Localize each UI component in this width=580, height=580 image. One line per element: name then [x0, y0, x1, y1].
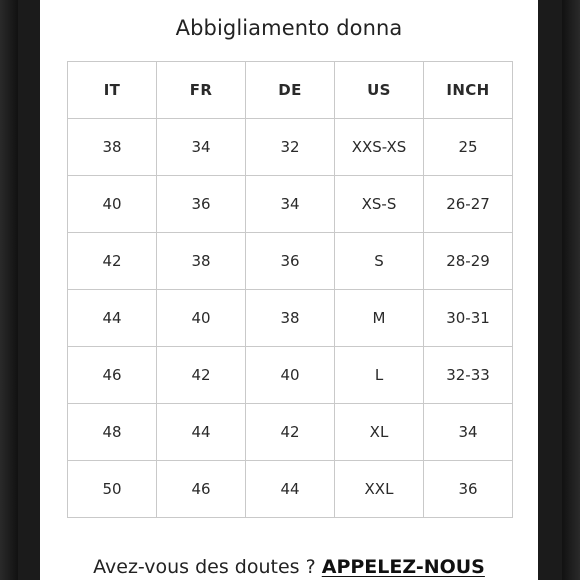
- table-cell: XXL: [335, 461, 424, 518]
- table-cell: XL: [335, 404, 424, 461]
- table-cell: 30-31: [424, 290, 513, 347]
- column-header-fr: FR: [157, 62, 246, 119]
- table-cell: 32: [246, 119, 335, 176]
- table-cell: 36: [424, 461, 513, 518]
- help-footer: [40, 556, 538, 578]
- size-guide-panel: [40, 0, 538, 580]
- column-header-de: DE: [246, 62, 335, 119]
- table-cell: 34: [424, 404, 513, 461]
- table-row: [68, 461, 513, 518]
- table-cell: L: [335, 347, 424, 404]
- table-cell: 36: [157, 176, 246, 233]
- table-cell: XS-S: [335, 176, 424, 233]
- table-cell: 36: [246, 233, 335, 290]
- page-title: Abbigliamento donna: [175, 16, 403, 40]
- table-row: [68, 233, 513, 290]
- table-cell: 42: [68, 233, 157, 290]
- table-cell: 48: [68, 404, 157, 461]
- table-row: [68, 347, 513, 404]
- size-conversion-table: [67, 61, 513, 518]
- column-header-inch: INCH: [424, 62, 513, 119]
- table-cell: 46: [157, 461, 246, 518]
- table-cell: 38: [246, 290, 335, 347]
- table-cell: 34: [157, 119, 246, 176]
- table-cell: 38: [157, 233, 246, 290]
- column-header-it: IT: [68, 62, 157, 119]
- table-cell: 32-33: [424, 347, 513, 404]
- table-cell: XXS-XS: [335, 119, 424, 176]
- table-cell: 26-27: [424, 176, 513, 233]
- table-cell: M: [335, 290, 424, 347]
- table-row: [68, 176, 513, 233]
- table-cell: 38: [68, 119, 157, 176]
- column-header-us: US: [335, 62, 424, 119]
- table-cell: 44: [68, 290, 157, 347]
- table-cell: 40: [246, 347, 335, 404]
- frame-right-edge: [562, 0, 580, 580]
- table-row: [68, 119, 513, 176]
- table-cell: 34: [246, 176, 335, 233]
- table-cell: 40: [68, 176, 157, 233]
- frame-left-edge: [0, 0, 18, 580]
- table-cell: 44: [157, 404, 246, 461]
- table-cell: 44: [246, 461, 335, 518]
- table-header-row: [68, 62, 513, 119]
- table-cell: S: [335, 233, 424, 290]
- table-cell: 42: [157, 347, 246, 404]
- table-cell: 46: [68, 347, 157, 404]
- table-row: [68, 290, 513, 347]
- table-row: [68, 404, 513, 461]
- table-cell: 42: [246, 404, 335, 461]
- table-cell: 40: [157, 290, 246, 347]
- footer-question: Avez-vous des doutes ?: [93, 556, 316, 578]
- table-cell: 50: [68, 461, 157, 518]
- table-cell: 28-29: [424, 233, 513, 290]
- call-us-link[interactable]: APPELEZ-NOUS: [321, 556, 485, 578]
- table-cell: 25: [424, 119, 513, 176]
